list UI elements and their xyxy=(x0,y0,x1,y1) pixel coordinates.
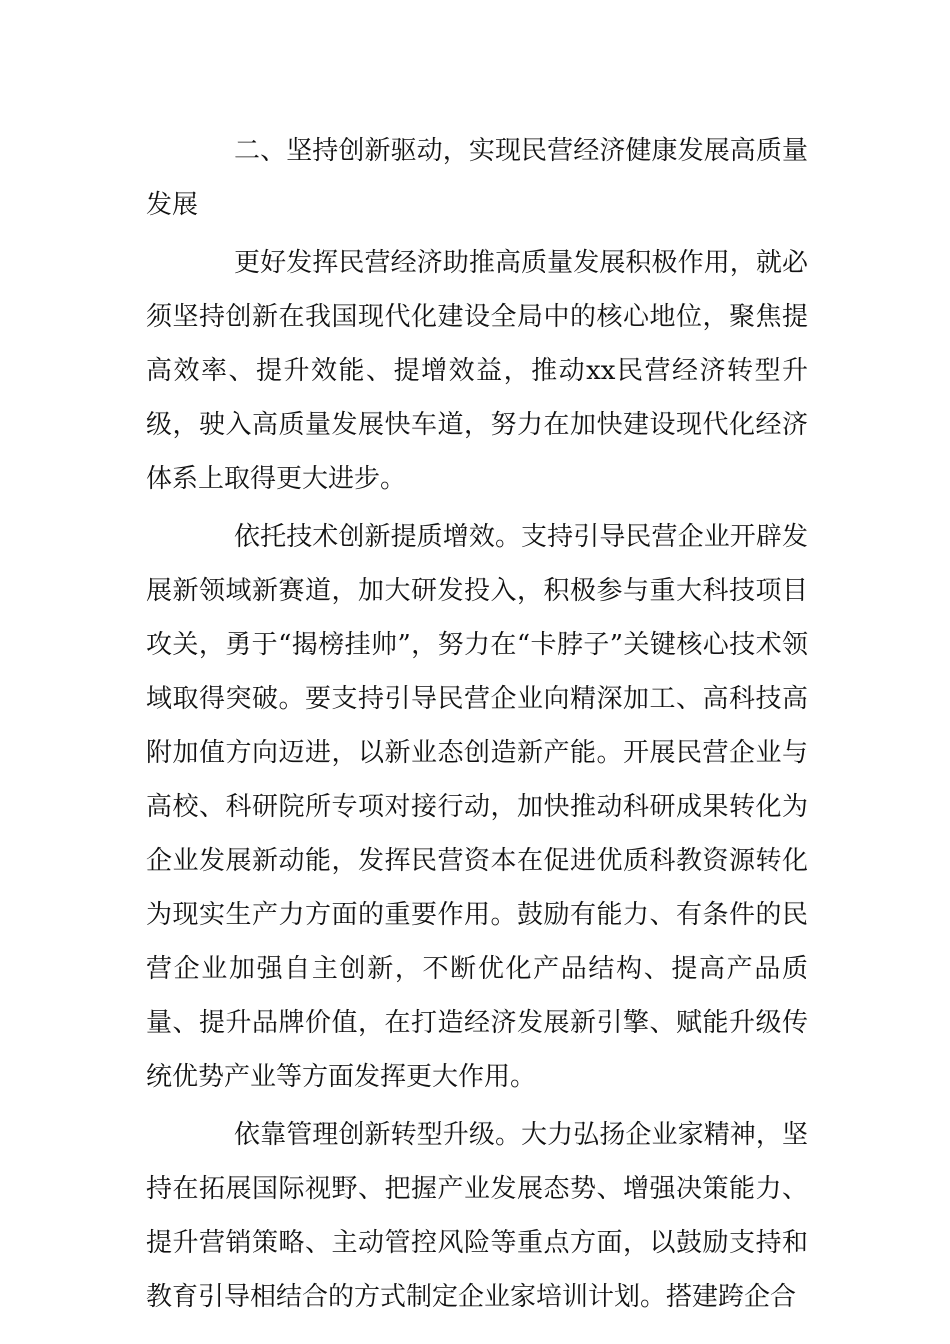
section-heading: 二、坚持创新驱动，实现民营经济健康发展高质量发展 xyxy=(146,136,808,220)
paragraph-intro: 更好发挥民营经济助推高质量发展积极作用，就必须坚持创新在我国现代化建设全局中的核心地位，聚焦提高效率、提升效能、提增效益，推动xx民营经济转型升级，驶入高质量发展快车道，努力在加快建设现代化经济体系上取得更大进步。 xyxy=(146,248,808,494)
document-body xyxy=(146,124,808,1324)
paragraph-management-innovation: 依靠管理创新转型升级。大力弘扬企业家精神，坚持在拓展国际视野、把握产业发展态势、增强决策能力、提升营销策略、主动管控风险等重点方面，以鼓励支持和教育引导相结合的方式制定企业家培训计划。搭建跨企合 xyxy=(146,1120,808,1312)
paragraph-technology-innovation: 依托技术创新提质增效。支持引导民营企业开辟发展新领域新赛道，加大研发投入，积极参与重大科技项目攻关，勇于“揭榜挂帅”，努力在“卡脖子”关键核心技术领域取得突破。要支持引导民营企业向精深加工、高科技高附加值方向迈进，以新业态创造新产能。开展民营企业与高校、科研院所专项对接行动，加快推动科研成果转化为企业发展新动能，发挥民营资本在促进优质科教资源转化为现实生产力方面的重要作用。鼓励有能力、有条件的民营企业加强自主创新，不断优化产品结构、提高产品质量、提升品牌价值，在打造经济发展新引擎、赋能升级传统优势产业等方面发挥更大作用。 xyxy=(146,522,808,1092)
